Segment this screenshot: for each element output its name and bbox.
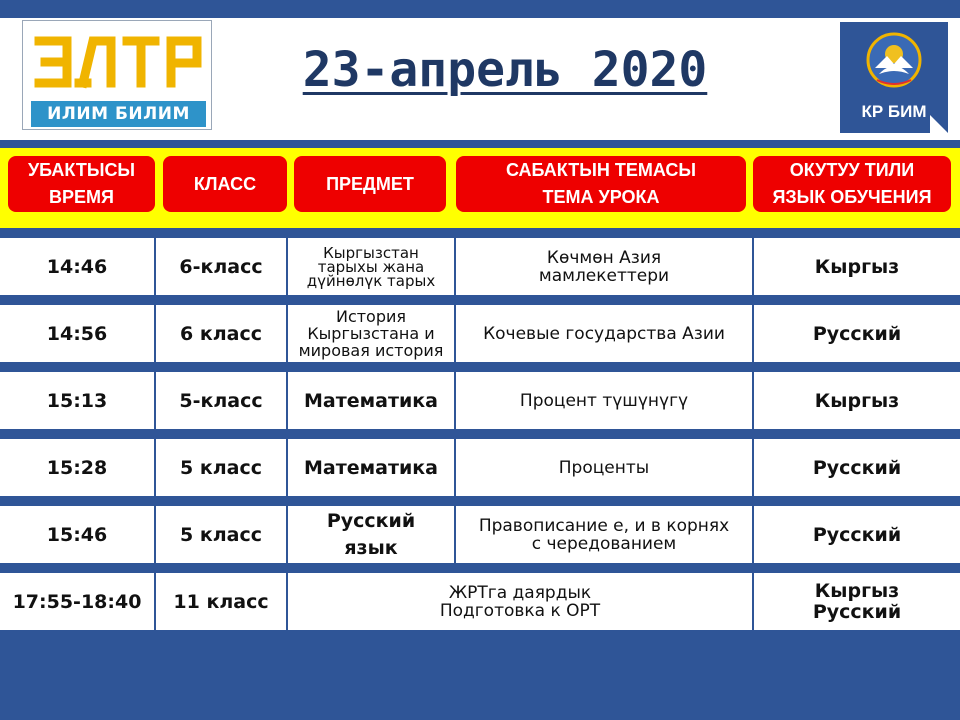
page-title: 23-апрель 2020 [302,42,708,98]
kr-bim-logo [840,22,948,133]
class-cell: 6 класс [156,305,286,362]
subject-cell: История Кыргызстана и мировая история [288,305,454,362]
header-subject: ПРЕДМЕТ [294,156,446,212]
header [0,18,960,140]
class-cell: 5 класс [156,439,286,496]
class-cell: 6-класс [156,238,286,295]
page-fold-corner [930,115,948,133]
topic-cell: Көчмөн Азия мамлекеттери [456,238,752,295]
subject-cell: Математика [288,439,454,496]
topic-cell: Кочевые государства Азии [456,305,752,362]
topic-cell: Процент түшүнүгү [456,372,752,429]
ilim-bilim-tagline: ИЛИМ БИЛИМ [31,101,206,127]
schedule-row [0,439,960,496]
language-cell: Русский [754,305,960,362]
time-cell: 15:28 [0,439,154,496]
language-cell: Русский [754,439,960,496]
time-cell: 17:55-18:40 [0,573,154,630]
state-emblem-icon [865,28,923,98]
kr-bim-label: КР БИМ [861,102,927,121]
class-cell: 5 класс [156,506,286,563]
language-cell: Кыргыз Русский [754,573,960,630]
schedule-row [0,506,960,563]
topic-cell: ЖРТга даярдык Подготовка к ОРТ [288,573,752,630]
subject-cell: Математика [288,372,454,429]
time-cell: 14:56 [0,305,154,362]
language-cell: Кыргыз [754,238,960,295]
schedule-row [0,573,960,630]
eltr-logo [22,20,212,130]
language-cell: Русский [754,506,960,563]
header-time: УБАКТЫСЫ ВРЕМЯ [8,156,155,212]
schedule-row [0,305,960,362]
header-topic: САБАКТЫН ТЕМАСЫ ТЕМА УРОКА [456,156,746,212]
subject-cell: Русский язык [288,506,454,563]
language-cell: Кыргыз [754,372,960,429]
time-cell: 14:46 [0,238,154,295]
topic-cell: Проценты [456,439,752,496]
column-header-band [0,148,960,228]
schedule-row [0,372,960,429]
header-class: КЛАСС [163,156,287,212]
class-cell: 5-класс [156,372,286,429]
topic-cell: Правописание е, и в корнях с чередованием [456,506,752,563]
schedule-row [0,238,960,295]
subject-cell: Кыргызстан тарыхы жана дүйнөлүк тарых [288,238,454,295]
class-cell: 11 класс [156,573,286,630]
eltr-wordmark [31,31,206,91]
header-language: ОКУТУУ ТИЛИ ЯЗЫК ОБУЧЕНИЯ [753,156,951,212]
time-cell: 15:13 [0,372,154,429]
time-cell: 15:46 [0,506,154,563]
